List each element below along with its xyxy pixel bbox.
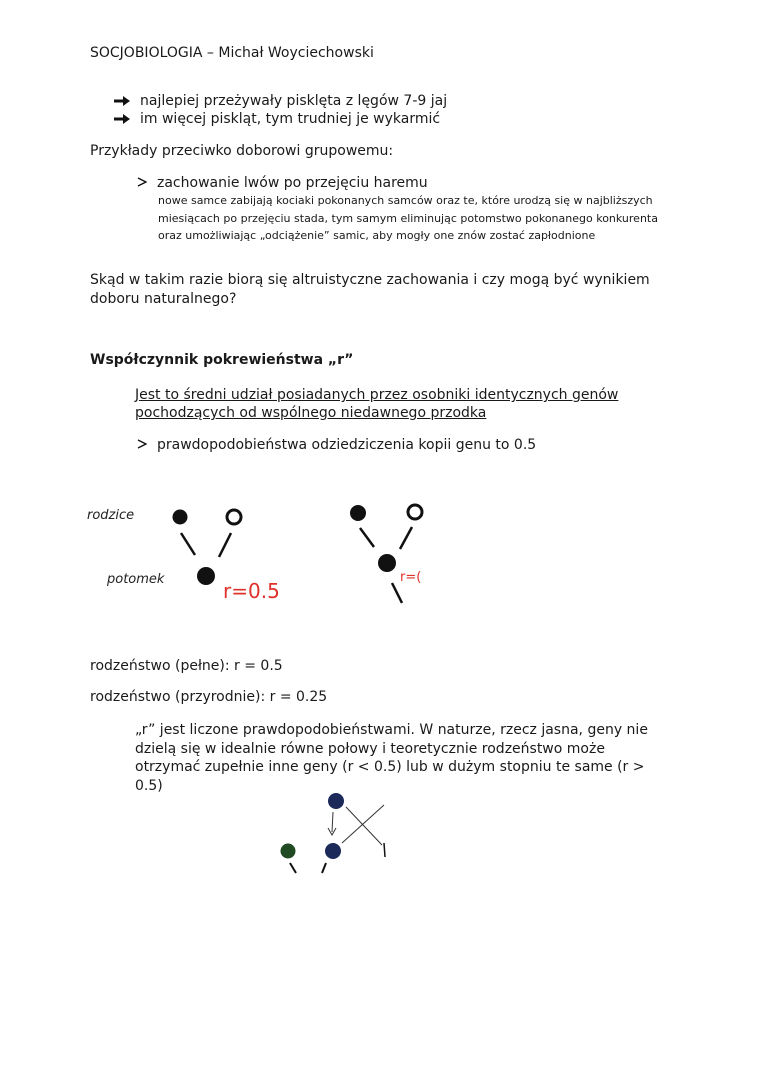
list-item <box>113 110 447 128</box>
parent-filled-dot <box>173 510 188 525</box>
descent-line <box>322 863 326 873</box>
list-item-text: najlepiej przeżywały pisklęta z lęgów 7-9 jaj <box>140 93 448 109</box>
arrow-list <box>113 92 447 128</box>
siblings-half: rodzeństwo (przyrodnie): r = 0.25 <box>90 689 328 705</box>
parent-open-dot <box>408 505 422 519</box>
r-value-label: r=0.5 <box>223 579 280 603</box>
probability-text: prawdopodobieństwa odziedziczenia kopii genu to 0.5 <box>157 437 537 453</box>
list-item-text: im więcej piskląt, tym trudniej je wykarmić <box>140 111 441 127</box>
triangle-bullet-icon <box>137 177 147 187</box>
descent-line <box>219 533 231 557</box>
examples-heading: Przykłady przeciwko doborowi grupowemu: <box>90 143 394 159</box>
r-value-label-partial: r=( <box>400 570 422 585</box>
example-details: nowe samce zabijają kociaki pokonanych samców oraz te, które urodzą się w najbliższych miesiącach po przejęciu stada, tym samym eliminując potomstwo pokonanego konkurenta oraz umożliwiając „odciążenie” samic, aby mogły one znów zostać zapłodnione <box>158 194 658 242</box>
note-paragraph: „r” jest liczone prawdopodobieństwami. W naturze, rzecz jasna, geny nie dzielą się w idealnie równe połowy i teoretycznie rodzeństwo może otrzymać zupełnie inne geny (r < 0.5) lub w dużym stopniu te same (r > 0.5) <box>135 722 648 794</box>
descent-line <box>392 583 402 603</box>
cross-line <box>342 805 384 843</box>
right-arrow-icon <box>113 95 131 107</box>
pedigree-figure-1 <box>85 495 305 610</box>
list-item <box>113 92 447 110</box>
descent-line <box>400 527 412 549</box>
offspring-dot <box>378 554 396 572</box>
question-paragraph: Skąd w takim razie biorą się altruistyczne zachowania i czy mogą być wynikiem doboru naturalnego? <box>90 272 650 307</box>
offspring-dot <box>197 567 215 585</box>
example-item <box>137 175 428 191</box>
parent-filled-dot <box>350 505 366 521</box>
offspring-label: potomek <box>107 572 165 587</box>
parents-label: rodzice <box>87 508 135 523</box>
green-dot <box>281 844 296 859</box>
right-arrow-icon <box>113 113 131 125</box>
probability-item <box>137 437 536 453</box>
descent-line <box>384 843 385 857</box>
example-label: zachowanie lwów po przejęciu haremu <box>157 175 428 191</box>
arrow-line <box>332 812 333 832</box>
triangle-bullet-icon <box>137 439 147 449</box>
navy-dot <box>325 843 341 859</box>
cross-line <box>346 807 382 845</box>
siblings-full: rodzeństwo (pełne): r = 0.5 <box>90 658 283 674</box>
pedigree-figure-3 <box>270 785 400 880</box>
pedigree-figure-2 <box>340 495 430 620</box>
section-heading: Współczynnik pokrewieństwa „r” <box>90 352 354 368</box>
definition-text: Jest to średni udział posiadanych przez osobniki identycznych genów pochodzących od wspólnego niedawnego przodka <box>135 387 619 421</box>
page-header: SOCJOBIOLOGIA – Michał Woyciechowski <box>90 45 374 61</box>
parent-open-dot <box>227 510 241 524</box>
descent-line <box>181 533 195 555</box>
descent-line <box>360 528 374 547</box>
navy-dot <box>328 793 344 809</box>
descent-line <box>290 863 296 873</box>
